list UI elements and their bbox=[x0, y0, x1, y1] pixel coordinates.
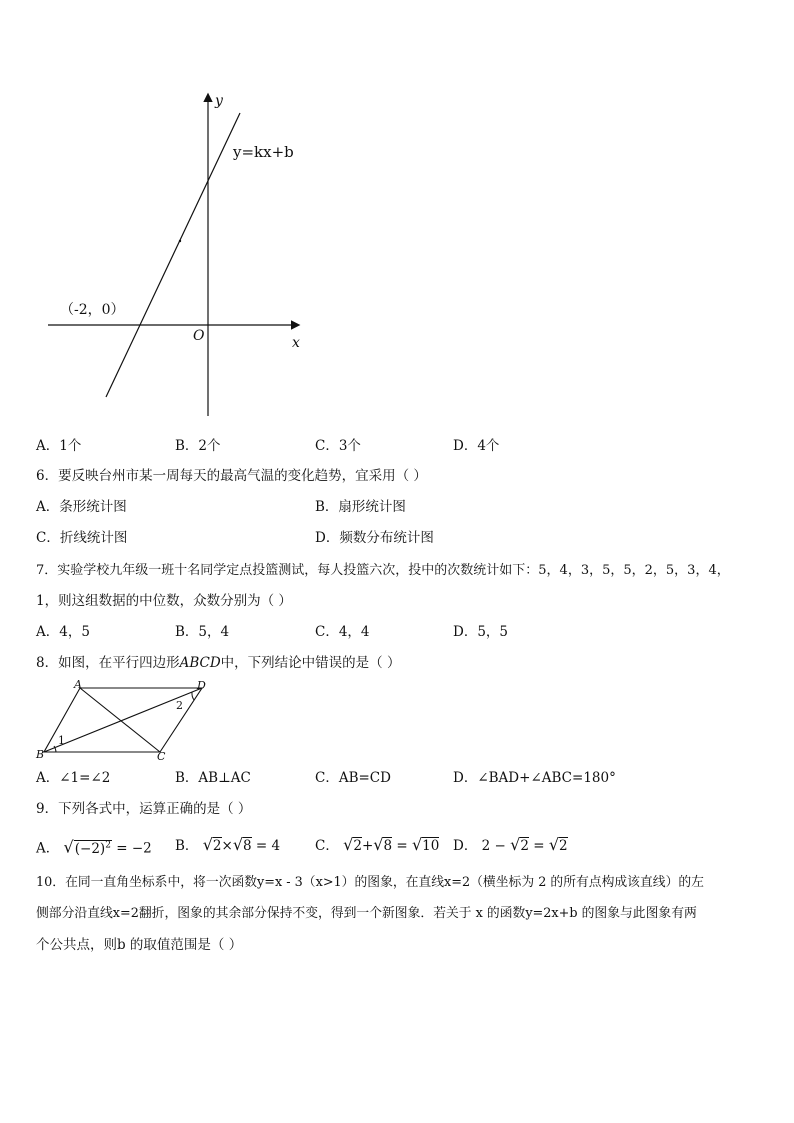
q5-option-c: C．3个 bbox=[315, 438, 361, 454]
q10-stem-line2: 侧部分沿直线x=2翻折，图象的其余部分保持不变，得到一个新图象．若关于 x 的函数y=2x+b 的图象与此图象有两 bbox=[36, 906, 697, 921]
q7-option-d: D．5，5 bbox=[453, 624, 509, 640]
q8-stem-pre: 8．如图，在平行四边形 bbox=[36, 655, 180, 671]
q8-option-b: B．AB⊥AC bbox=[175, 770, 251, 786]
exponent: 2 bbox=[105, 840, 111, 850]
y-axis-label: y bbox=[215, 93, 223, 109]
q5-option-d: D．4个 bbox=[453, 438, 500, 454]
vertex-c-label: C bbox=[157, 750, 166, 763]
q6-stem: 6．要反映台州市某一周每天的最高气温的变化趋势，宜采用（ ） bbox=[36, 468, 427, 484]
q9-option-d-label: D． bbox=[453, 838, 478, 854]
q7-option-a: A．4，5 bbox=[36, 624, 90, 640]
q7-stem-line1: 7．实验学校九年级一班十名同学定点投篮测试，每人投篮六次，投中的次数统计如下：5，4，3，5，5，2，5，3，4， bbox=[36, 563, 730, 578]
q7-stem-line2: 1，则这组数据的中位数，众数分别为（ ） bbox=[36, 593, 292, 609]
q9-option-c bbox=[315, 836, 439, 855]
vertex-d-label: D bbox=[197, 679, 206, 692]
vertex-b-label: B bbox=[36, 748, 45, 761]
radicand-text: (−2) bbox=[74, 840, 106, 857]
sqrt-sign: √ bbox=[343, 835, 354, 854]
x-axis-label: x bbox=[292, 335, 300, 351]
diagonal-bd bbox=[44, 688, 202, 752]
q10-stem-line1: 10．在同一直角坐标系中，将一次函数y=x - 3（x>1）的图象，在直线x=2（横坐标为 2 的所有点构成该直线）的左 bbox=[36, 875, 704, 890]
sqrt-sign: √ bbox=[232, 835, 244, 854]
q6-option-a: A．条形统计图 bbox=[36, 499, 127, 515]
q7-option-b: B．5，4 bbox=[175, 624, 230, 640]
q8-stem bbox=[36, 654, 400, 672]
radicand: 2 bbox=[520, 838, 529, 854]
angle-2-label: 2 bbox=[176, 699, 183, 712]
diagonal-ac bbox=[80, 688, 160, 752]
q6-option-c: C．折线统计图 bbox=[36, 530, 128, 546]
sqrt-sign: √ bbox=[411, 835, 423, 854]
rhs: = −2 bbox=[111, 840, 152, 857]
radicand: 8 bbox=[383, 838, 393, 854]
radicand: 2 bbox=[212, 838, 222, 854]
lhs: 2 − bbox=[481, 838, 511, 854]
radicand: 8 bbox=[243, 838, 252, 854]
point-label: （-2，0） bbox=[60, 302, 125, 318]
q8-option-c: C．AB=CD bbox=[315, 770, 391, 786]
q10-stem-line3: 个公共点，则b 的取值范围是（ ） bbox=[36, 937, 243, 953]
sqrt-sign: √ bbox=[202, 835, 213, 854]
function-line bbox=[106, 113, 240, 397]
q8-option-d: D．∠BAD+∠ABC=180° bbox=[453, 770, 616, 786]
q9-stem: 9．下列各式中，运算正确的是（ ） bbox=[36, 801, 252, 817]
q9-option-c-label: C． bbox=[315, 838, 339, 854]
rhs: = 4 bbox=[251, 838, 281, 854]
operator: × bbox=[221, 838, 233, 854]
radicand: 10 bbox=[422, 838, 440, 854]
equals: = bbox=[392, 838, 412, 854]
vertex-a-label: A bbox=[74, 678, 82, 691]
parallelogram-figure bbox=[34, 678, 220, 764]
sqrt-sign: √ bbox=[510, 835, 521, 854]
angle-1-label: 1 bbox=[58, 734, 65, 747]
q6-option-d: D．频数分布统计图 bbox=[315, 530, 434, 546]
sqrt-sign: √ bbox=[373, 835, 384, 854]
sqrt-sign: √ bbox=[63, 837, 74, 857]
small-dot bbox=[179, 240, 181, 242]
q9-option-b-label: B． bbox=[175, 838, 199, 854]
line-label: y=kx+b bbox=[233, 143, 294, 161]
q7-option-c: C．4，4 bbox=[315, 624, 370, 640]
q8-stem-post: 中，下列结论中错误的是（ ） bbox=[220, 655, 401, 671]
radicand bbox=[74, 840, 112, 857]
operator: + bbox=[361, 838, 374, 854]
q5-option-b: B．2个 bbox=[175, 438, 221, 454]
q5-option-a: A．1个 bbox=[36, 438, 82, 454]
origin-label: O bbox=[193, 328, 205, 344]
equals: = bbox=[528, 838, 549, 854]
q8-option-a: A．∠1=∠2 bbox=[36, 770, 111, 786]
linear-function-graph bbox=[40, 85, 310, 425]
q9-option-d bbox=[453, 836, 568, 855]
q6-option-b: B．扇形统计图 bbox=[315, 499, 406, 515]
radicand: 2 bbox=[559, 838, 568, 854]
angle-2-arc bbox=[192, 692, 194, 700]
q9-option-b bbox=[175, 836, 280, 855]
q9-option-a bbox=[36, 836, 152, 858]
sqrt-sign: √ bbox=[548, 835, 560, 854]
q8-stem-figure-name: ABCD bbox=[179, 655, 221, 671]
q9-option-a-expression bbox=[64, 836, 152, 858]
q9-option-a-label: A． bbox=[36, 840, 60, 857]
radicand: 2 bbox=[353, 838, 362, 854]
